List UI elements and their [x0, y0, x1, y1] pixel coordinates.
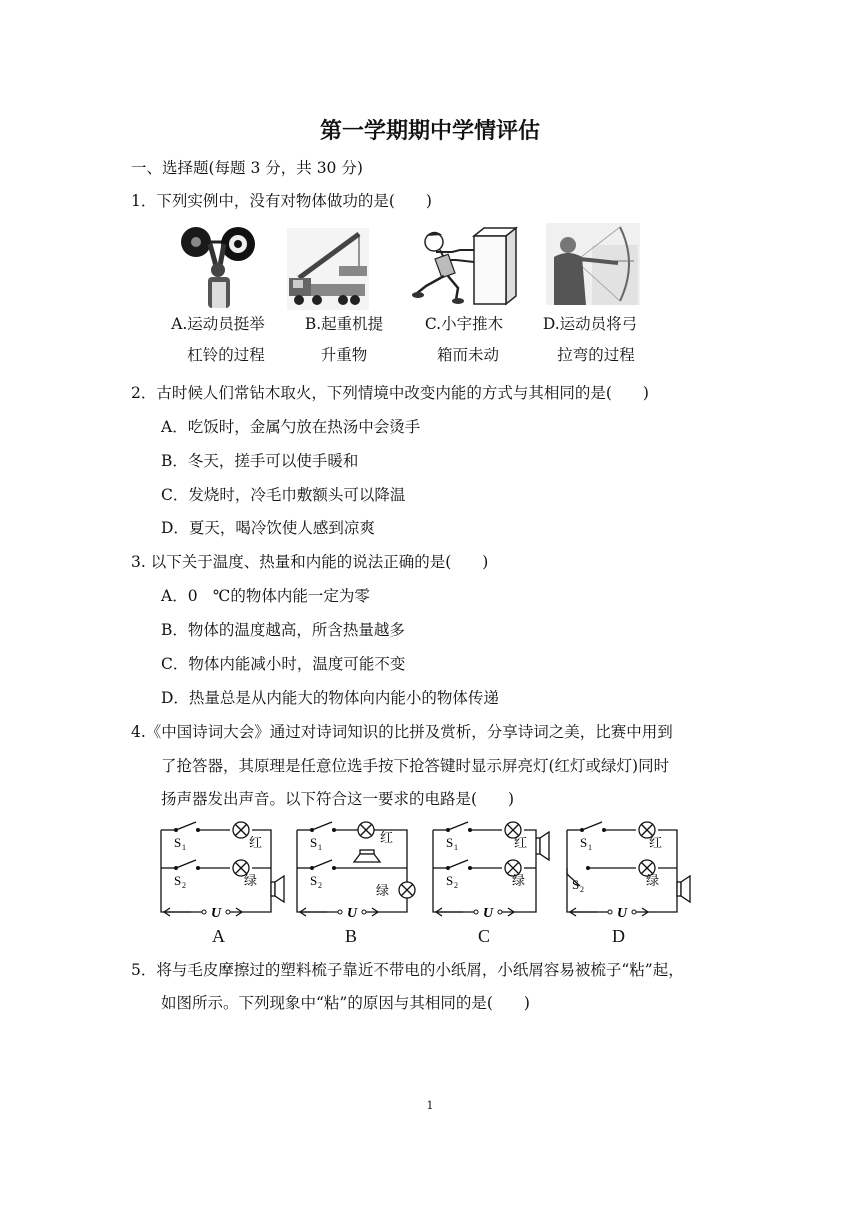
s1-subscript: 1	[182, 843, 186, 852]
q5-stem-line2: 如图所示。下列现象中“粘”的原因与其相同的是( )	[161, 994, 530, 1012]
q5-stem-line1: 5．将与毛皮摩擦过的塑料梳子靠近不带电的小纸屑，小纸屑容易被梳子“粘”起，	[131, 961, 684, 979]
crane-truck-image	[287, 228, 369, 310]
s2-subscript: 2	[182, 881, 186, 890]
red-lamp-label: 红	[380, 831, 394, 846]
voltage-label: U	[347, 906, 358, 918]
s1-label: S	[446, 835, 454, 850]
q3-stem: 3. 以下关于温度、热量和内能的说法正确的是( )	[131, 553, 489, 571]
page-number: 1	[426, 1099, 434, 1112]
red-lamp-label: 红	[649, 836, 663, 851]
section-heading: 一、选择题(每题 3 分，共 30 分)	[131, 159, 363, 177]
circuit-label-b: B	[345, 926, 358, 946]
s2-subscript: 2	[318, 881, 322, 890]
q1-option-a: A.运动员挺举 杠铃的过程	[171, 315, 265, 364]
green-lamp-label: 绿	[646, 874, 660, 889]
q1-option-c: C.小宇推木 箱而未动	[424, 315, 504, 364]
q2-option-a: A．吃饭时，金属勺放在热汤中会烫手	[161, 418, 421, 436]
weightlifter-image	[180, 222, 256, 308]
pushing-box-image	[412, 226, 522, 306]
q3-option-d: D．热量总是从内能大的物体向内能小的物体传递	[161, 689, 499, 707]
q4-stem-line3: 扬声器发出声音。以下符合这一要求的电路是( )	[161, 790, 515, 808]
q1-stem: 1．下列实例中，没有对物体做功的是( )	[131, 192, 432, 210]
s1-label: S	[174, 835, 182, 850]
s2-label: S	[446, 873, 454, 888]
voltage-label: U	[617, 906, 628, 918]
q2-option-b: B．冬天，搓手可以使手暖和	[161, 452, 359, 470]
voltage-label: U	[483, 906, 494, 918]
circuit-label-a: A	[212, 926, 225, 946]
circuit-label-d: D	[612, 926, 625, 946]
green-lamp-label: 绿	[512, 874, 526, 889]
s2-subscript: 2	[580, 885, 584, 894]
green-lamp-label: 绿	[376, 884, 390, 899]
q1-option-b: B.起重机提 升重物	[304, 315, 384, 364]
circuit-b	[292, 818, 422, 918]
circuit-a	[156, 818, 286, 918]
s2-label: S	[572, 877, 580, 892]
s2-label: S	[310, 873, 318, 888]
s1-label: S	[310, 835, 318, 850]
q3-option-b: B．物体的温度越高，所含热量越多	[161, 621, 405, 639]
q4-stem-line2: 了抢答器，其原理是任意位选手按下抢答键时显示屏亮灯(红灯或绿灯)同时	[161, 757, 670, 775]
q3-option-c: C．物体内能减小时，温度可能不变	[161, 655, 406, 673]
s1-subscript: 1	[318, 843, 322, 852]
q2-option-c: C．发烧时，冷毛巾敷额头可以降温	[161, 486, 406, 504]
q1-option-d: D.运动员将弓 拉弯的过程	[542, 315, 638, 364]
archer-image	[546, 223, 640, 305]
circuit-c	[428, 818, 558, 918]
s1-label: S	[580, 835, 588, 850]
red-lamp-label: 红	[249, 836, 263, 851]
q2-option-d: D．夏天，喝冷饮使人感到凉爽	[161, 519, 375, 537]
s2-label: S	[174, 873, 182, 888]
circuit-label-c: C	[478, 926, 491, 946]
circuit-d	[562, 818, 692, 918]
voltage-label: U	[211, 906, 222, 918]
s1-subscript: 1	[588, 843, 592, 852]
q4-stem-line1: 4.《中国诗词大会》通过对诗词知识的比拼及赏析，分享诗词之美，比赛中用到	[131, 723, 673, 741]
red-lamp-label: 红	[514, 836, 528, 851]
q2-stem: 2．古时候人们常钻木取火，下列情境中改变内能的方式与其相同的是( )	[131, 384, 649, 402]
s2-subscript: 2	[454, 881, 458, 890]
q3-option-a: A．0 ℃的物体内能一定为零	[161, 587, 370, 605]
s1-subscript: 1	[454, 843, 458, 852]
page-title: 第一学期期中学情评估	[319, 119, 540, 144]
green-lamp-label: 绿	[244, 874, 258, 889]
